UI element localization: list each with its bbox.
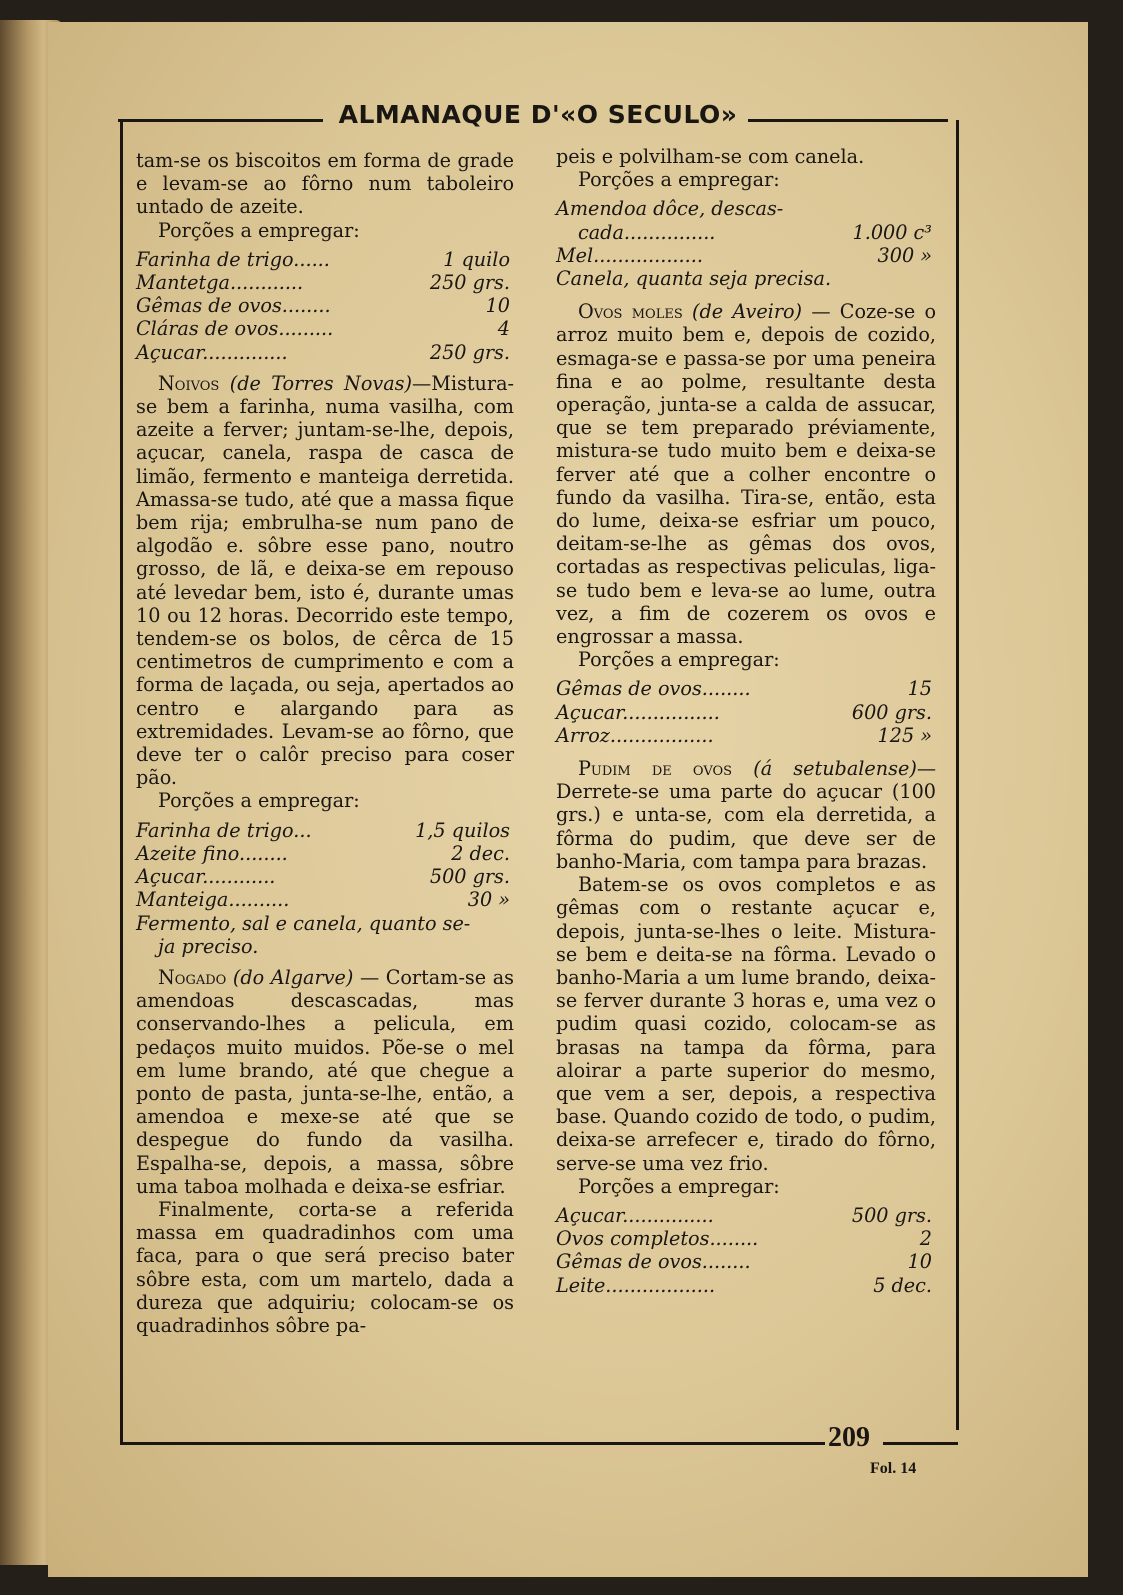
bottom-rule-left	[120, 1442, 825, 1445]
ingredient-row: Farinha de trigo... 1,5 quilos	[136, 818, 510, 842]
ingredient-row: Açucar............... 500 grs.	[556, 1203, 932, 1227]
recipe-pudim	[556, 757, 936, 873]
ingredient-row: Arroz................. 125 »	[556, 723, 932, 747]
ingredient-row: Gêmas de ovos........ 15	[556, 677, 932, 701]
ingredient-row: Açucar.............. 250 grs.	[136, 340, 510, 364]
running-head: ALMANAQUE D'«O SECULO»	[338, 100, 738, 129]
paragraph: peis e polvilham-se com canela.	[556, 145, 865, 168]
recipe-title: Pudim de ovos	[578, 757, 733, 781]
recipe-text: — Coze-se o arroz muito bem e, depois de cozido, esmaga-se e passa-se por uma peneira fina e ao polme, resultante desta operação, junta-se a calda de assucar, que se tem preparado préviamente, mistura-se tudo muito bem e deixa-se ferver até que a colher encontre o fundo da vasilha. Tira-se, então, esta do lume, deixa-se esfriar um pouco, deitam-se-lhe as gêmas dos ovos, cortadas as respectivas peliculas, liga-se tudo bem e leva-se ao lume, outra vez, a fim de cozerem os ovos e engrossar a massa.	[556, 300, 936, 649]
porcoes-label: Porções a empregar:	[158, 789, 360, 813]
recipe-text: — Derrete-se uma parte do açucar (100 grs.) e unta-se, com ela derretida, a fôrma do pudim, que deve ser de banho-Maria, com tampa para brazas.	[556, 757, 936, 873]
ingredient-list-ovos-moles	[556, 677, 936, 747]
frame-right-rule	[956, 120, 959, 1430]
ingredient-list-pudim	[556, 1204, 936, 1297]
ingredient-row: Azeite fino........ 2 dec.	[136, 841, 510, 865]
ingredient-row: Farinha de trigo...... 1 quilo	[136, 247, 510, 271]
header-rule-right	[748, 119, 948, 122]
ingredient-row: Amendoa dôce, descas-	[556, 197, 784, 221]
recipe-origin: (de Torres Novas)	[229, 371, 413, 395]
folio-mark: Fol. 14	[870, 1460, 917, 1477]
ingredient-list-nogado	[556, 197, 936, 290]
recipe-ovos-moles	[556, 300, 936, 648]
ingredient-row: Gêmas de ovos........ 10	[136, 294, 510, 318]
bottom-rule-right	[883, 1442, 958, 1445]
paragraph: Batem-se os ovos completos e as gêmas com o restante açucar e, depois, junta-se-lhes o leite. Mistura-se bem e deita-se na fôrma. Levado o banho-Maria a um lume brando, deixa-se ferver durante 3 horas e, uma vez o pudim quasi cozido, colocam-se as brasas na tampa da fôrma, para aloirar a parte superior do mesmo, que vem a ser, depois, a respectiva base. Quando cozido de todo, o pudim, deixa-se arrefecer e, tirado do fôrno, serve-se uma vez frio.	[556, 873, 936, 1175]
recipe-title: Ovos moles	[578, 300, 683, 324]
recipe-text: —Mistura-se bem a farinha, numa vasilha, com azeite a ferver; juntam-se-lhe, depois, açucar, canela, raspa de casca de limão, fermento e manteiga derretida. Amassa-se tudo, até que a massa fique bem rija; embrulha-se num pano de algodão e. sôbre esse pano, noutro grosso, de lã, e deixa-se em repouso até levedar bem, isto é, durante umas 10 ou 12 horas. Decorrido este tempo, tendem-se os bolos, de cêrca de 15 centimetros de cumprimento e com a forma de laçada, ou seja, apertados ao centro e alargando para as extremidades. Levam-se ao fôrno, que deve ter o calôr preciso para coser pão.	[136, 371, 514, 790]
ingredient-row: Canela, quanta seja precisa.	[556, 267, 832, 291]
porcoes-label: Porções a empregar:	[578, 168, 780, 192]
paragraph: Finalmente, corta-se a referida massa em quadradinhos com uma faca, para o que será preciso bater sôbre esta, com um martelo, dada a dureza que adquiriu; colocam-se os quadradinhos sôbre pa-	[136, 1197, 514, 1337]
ingredient-row: cada............... 1.000 c³	[578, 220, 932, 244]
ingredient-row: Leite.................. 5 dec.	[556, 1273, 932, 1297]
paragraph: tam-se os biscoitos em forma de grade e levam-se ao fôrno num taboleiro untado de azeite.	[136, 149, 514, 219]
recipe-title: Nogado	[158, 965, 227, 989]
recipe-noivos	[136, 372, 514, 790]
porcoes-label: Porções a empregar:	[578, 1174, 780, 1198]
porcoes-label: Porções a empregar:	[578, 648, 780, 672]
ingredient-row: Açucar............ 500 grs.	[136, 865, 510, 889]
ingredient-row: Mel.................. 300 »	[556, 243, 932, 267]
recipe-nogado	[136, 966, 514, 1198]
header-rule-left	[118, 119, 323, 122]
frame-left-rule	[120, 120, 123, 1445]
ingredient-row: Fermento, sal e canela, quanto se-	[136, 911, 471, 935]
recipe-origin: (de Aveiro)	[692, 300, 803, 324]
recipe-origin: (do Algarve)	[232, 965, 354, 989]
page-number: 209	[828, 1422, 870, 1453]
ingredient-list-noivos	[136, 819, 514, 958]
ingredient-row: Mantetga............ 250 grs.	[136, 271, 510, 295]
left-column	[136, 149, 514, 1337]
ingredient-row: Manteiga.......... 30 »	[136, 888, 510, 912]
recipe-text: — Cortam-se as amendoas descascadas, mas conservando-lhes a pelicula, em pedaços muito muidos. Põe-se o mel em lume brando, até que chegue a ponto de pasta, junta-se-lhe, então, a amendoa e mexe-se até que se despegue do fundo da vasilha. Espalha-se, depois, a massa, sôbre uma taboa molhada e deixa-se esfriar.	[136, 965, 514, 1198]
ingredient-row: Açucar................ 600 grs.	[556, 700, 932, 724]
porcoes-label: Porções a empregar:	[158, 218, 360, 242]
recipe-origin: (á setubalense)	[753, 757, 917, 781]
ingredient-row: Gêmas de ovos........ 10	[556, 1250, 932, 1274]
book-page	[48, 22, 1088, 1577]
ingredient-row: Ovos completos........ 2	[556, 1227, 932, 1251]
right-column	[556, 145, 936, 1305]
ingredient-list-biscoitos	[136, 248, 514, 364]
ingredient-row: Cláras de ovos......... 4	[136, 317, 510, 341]
recipe-title: Noivos	[158, 371, 220, 395]
ingredient-row: ja preciso.	[158, 934, 259, 958]
